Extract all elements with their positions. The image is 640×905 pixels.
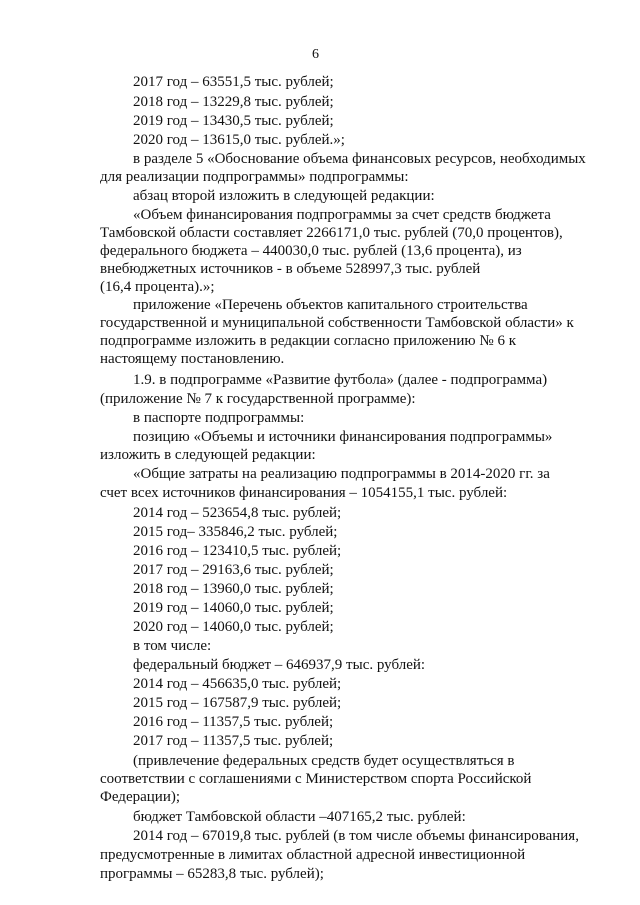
- text-line: в паспорте подпрограммы:: [133, 410, 305, 426]
- text-line: предусмотренные в лимитах областной адресной инвестиционной: [100, 847, 526, 863]
- text-line: 2014 год – 523654,8 тыс. рублей;: [133, 505, 342, 521]
- text-line: подпрограмме изложить в редакции согласно приложению № 6 к: [100, 333, 516, 349]
- text-line: 2018 год – 13960,0 тыс. рублей;: [133, 581, 334, 597]
- text-line: 2020 год – 14060,0 тыс. рублей;: [133, 619, 334, 635]
- text-line: 2014 год – 456635,0 тыс. рублей;: [133, 676, 342, 692]
- text-line: 2016 год – 11357,5 тыс. рублей;: [133, 714, 334, 730]
- text-line: «Объем финансирования подпрограммы за счет средств бюджета: [133, 207, 551, 223]
- text-line: 2017 год – 29163,6 тыс. рублей;: [133, 562, 334, 578]
- text-line: 1.9. в подпрограмме «Развитие футбола» (далее - подпрограмма): [133, 372, 548, 388]
- text-line: 2016 год – 123410,5 тыс. рублей;: [133, 543, 342, 559]
- text-line: абзац второй изложить в следующей редакции:: [133, 188, 435, 204]
- text-line: «Общие затраты на реализацию подпрограммы в 2014-2020 гг. за: [133, 466, 550, 482]
- text-line: 2020 год – 13615,0 тыс. рублей.»;: [133, 132, 345, 148]
- text-line: программы – 65283,8 тыс. рублей);: [100, 866, 324, 882]
- text-line: федеральный бюджет – 646937,9 тыс. рублей:: [133, 657, 426, 673]
- text-line: (приложение № 7 к государственной программе):: [100, 391, 416, 407]
- text-line: Тамбовской области составляет 2266171,0 тыс. рублей (70,0 процентов),: [100, 225, 563, 241]
- text-line: 2015 год – 167587,9 тыс. рублей;: [133, 695, 342, 711]
- text-line: изложить в следующей редакции:: [100, 447, 316, 463]
- text-line: соответствии с соглашениями с Министерством спорта Российской: [100, 771, 532, 787]
- text-line: приложение «Перечень объектов капитального строительства: [133, 297, 528, 313]
- text-line: 2019 год – 13430,5 тыс. рублей;: [133, 113, 334, 129]
- text-line: для реализации подпрограммы» подпрограммы:: [100, 169, 409, 185]
- page-number: 6: [312, 47, 319, 62]
- text-line: 2017 год – 63551,5 тыс. рублей;: [133, 74, 334, 90]
- text-line: счет всех источников финансирования – 1054155,1 тыс. рублей:: [100, 485, 508, 501]
- text-line: Федерации);: [100, 789, 181, 805]
- text-line: настоящему постановлению.: [100, 351, 285, 367]
- text-line: (привлечение федеральных средств будет осуществляться в: [133, 753, 515, 769]
- text-line: (16,4 процента).»;: [100, 279, 215, 295]
- text-line: 2017 год – 11357,5 тыс. рублей;: [133, 733, 334, 749]
- text-line: в том числе:: [133, 638, 212, 654]
- text-line: внебюджетных источников - в объеме 528997,3 тыс. рублей: [100, 261, 481, 277]
- text-line: в разделе 5 «Обоснование объема финансовых ресурсов, необходимых: [133, 151, 586, 167]
- text-line: позицию «Объемы и источники финансирования подпрограммы»: [133, 429, 553, 445]
- text-line: государственной и муниципальной собственности Тамбовской области» к: [100, 315, 574, 331]
- text-line: федерального бюджета – 440030,0 тыс. рублей (13,6 процента), из: [100, 243, 522, 259]
- text-line: 2018 год – 13229,8 тыс. рублей;: [133, 94, 334, 110]
- text-line: бюджет Тамбовской области –407165,2 тыс. рублей:: [133, 809, 466, 825]
- text-line: 2014 год – 67019,8 тыс. рублей (в том числе объемы финансирования,: [133, 828, 579, 844]
- text-line: 2019 год – 14060,0 тыс. рублей;: [133, 600, 334, 616]
- text-line: 2015 год– 335846,2 тыс. рублей;: [133, 524, 338, 540]
